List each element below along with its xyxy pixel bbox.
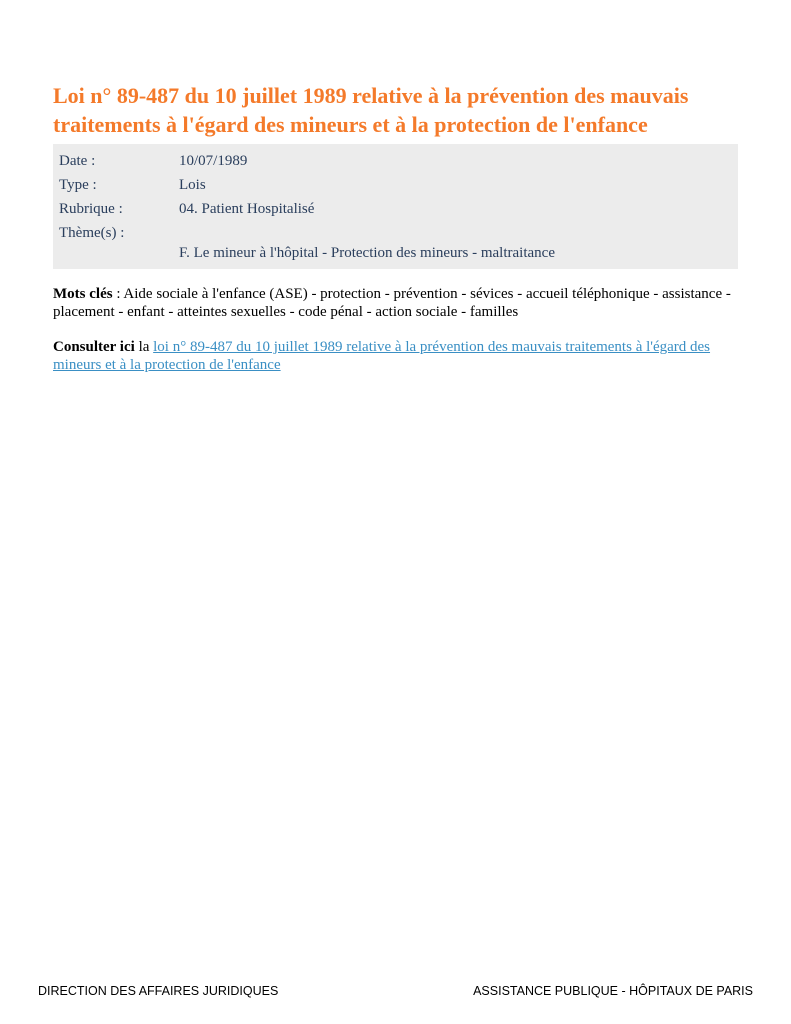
- footer-left-text: DIRECTION DES AFFAIRES JURIDIQUES: [38, 984, 279, 998]
- metadata-panel: [53, 144, 738, 269]
- rubrique-value: 04. Patient Hospitalisé: [179, 201, 315, 217]
- consult-prefix: la: [134, 339, 154, 355]
- date-value: 10/07/1989: [179, 153, 248, 169]
- keywords-separator: :: [112, 286, 124, 302]
- consult-paragraph: [53, 338, 743, 374]
- type-value: Lois: [179, 177, 206, 193]
- keywords-text: Aide sociale à l'enfance (ASE) - protection - prévention - sévices - accueil téléphonique - assistance - placement - enfant - atteintes sexuelles - code pénal - action sociale - familles: [53, 286, 731, 320]
- themes-value: F. Le mineur à l'hôpital - Protection des mineurs - maltraitance: [179, 245, 555, 261]
- document-title: Loi n° 89-487 du 10 juillet 1989 relative à la prévention des mauvais traitements à l'égard des mineurs et à la protection de l'enfance: [53, 83, 689, 137]
- keywords-label: Mots clés: [53, 286, 113, 302]
- rubrique-label: Rubrique :: [59, 201, 123, 217]
- type-label: Type :: [59, 177, 97, 193]
- themes-label: Thème(s) :: [59, 225, 125, 241]
- date-label: Date :: [59, 153, 96, 169]
- law-text-link[interactable]: loi n° 89-487 du 10 juillet 1989 relative à la prévention des mauvais traitements à l'égard des mineurs et à la protection de l'enfance: [53, 339, 711, 373]
- keywords-paragraph: [53, 285, 743, 321]
- footer-right-text: ASSISTANCE PUBLIQUE - HÔPITAUX DE PARIS: [473, 984, 753, 998]
- consult-label: Consulter ici: [53, 339, 135, 355]
